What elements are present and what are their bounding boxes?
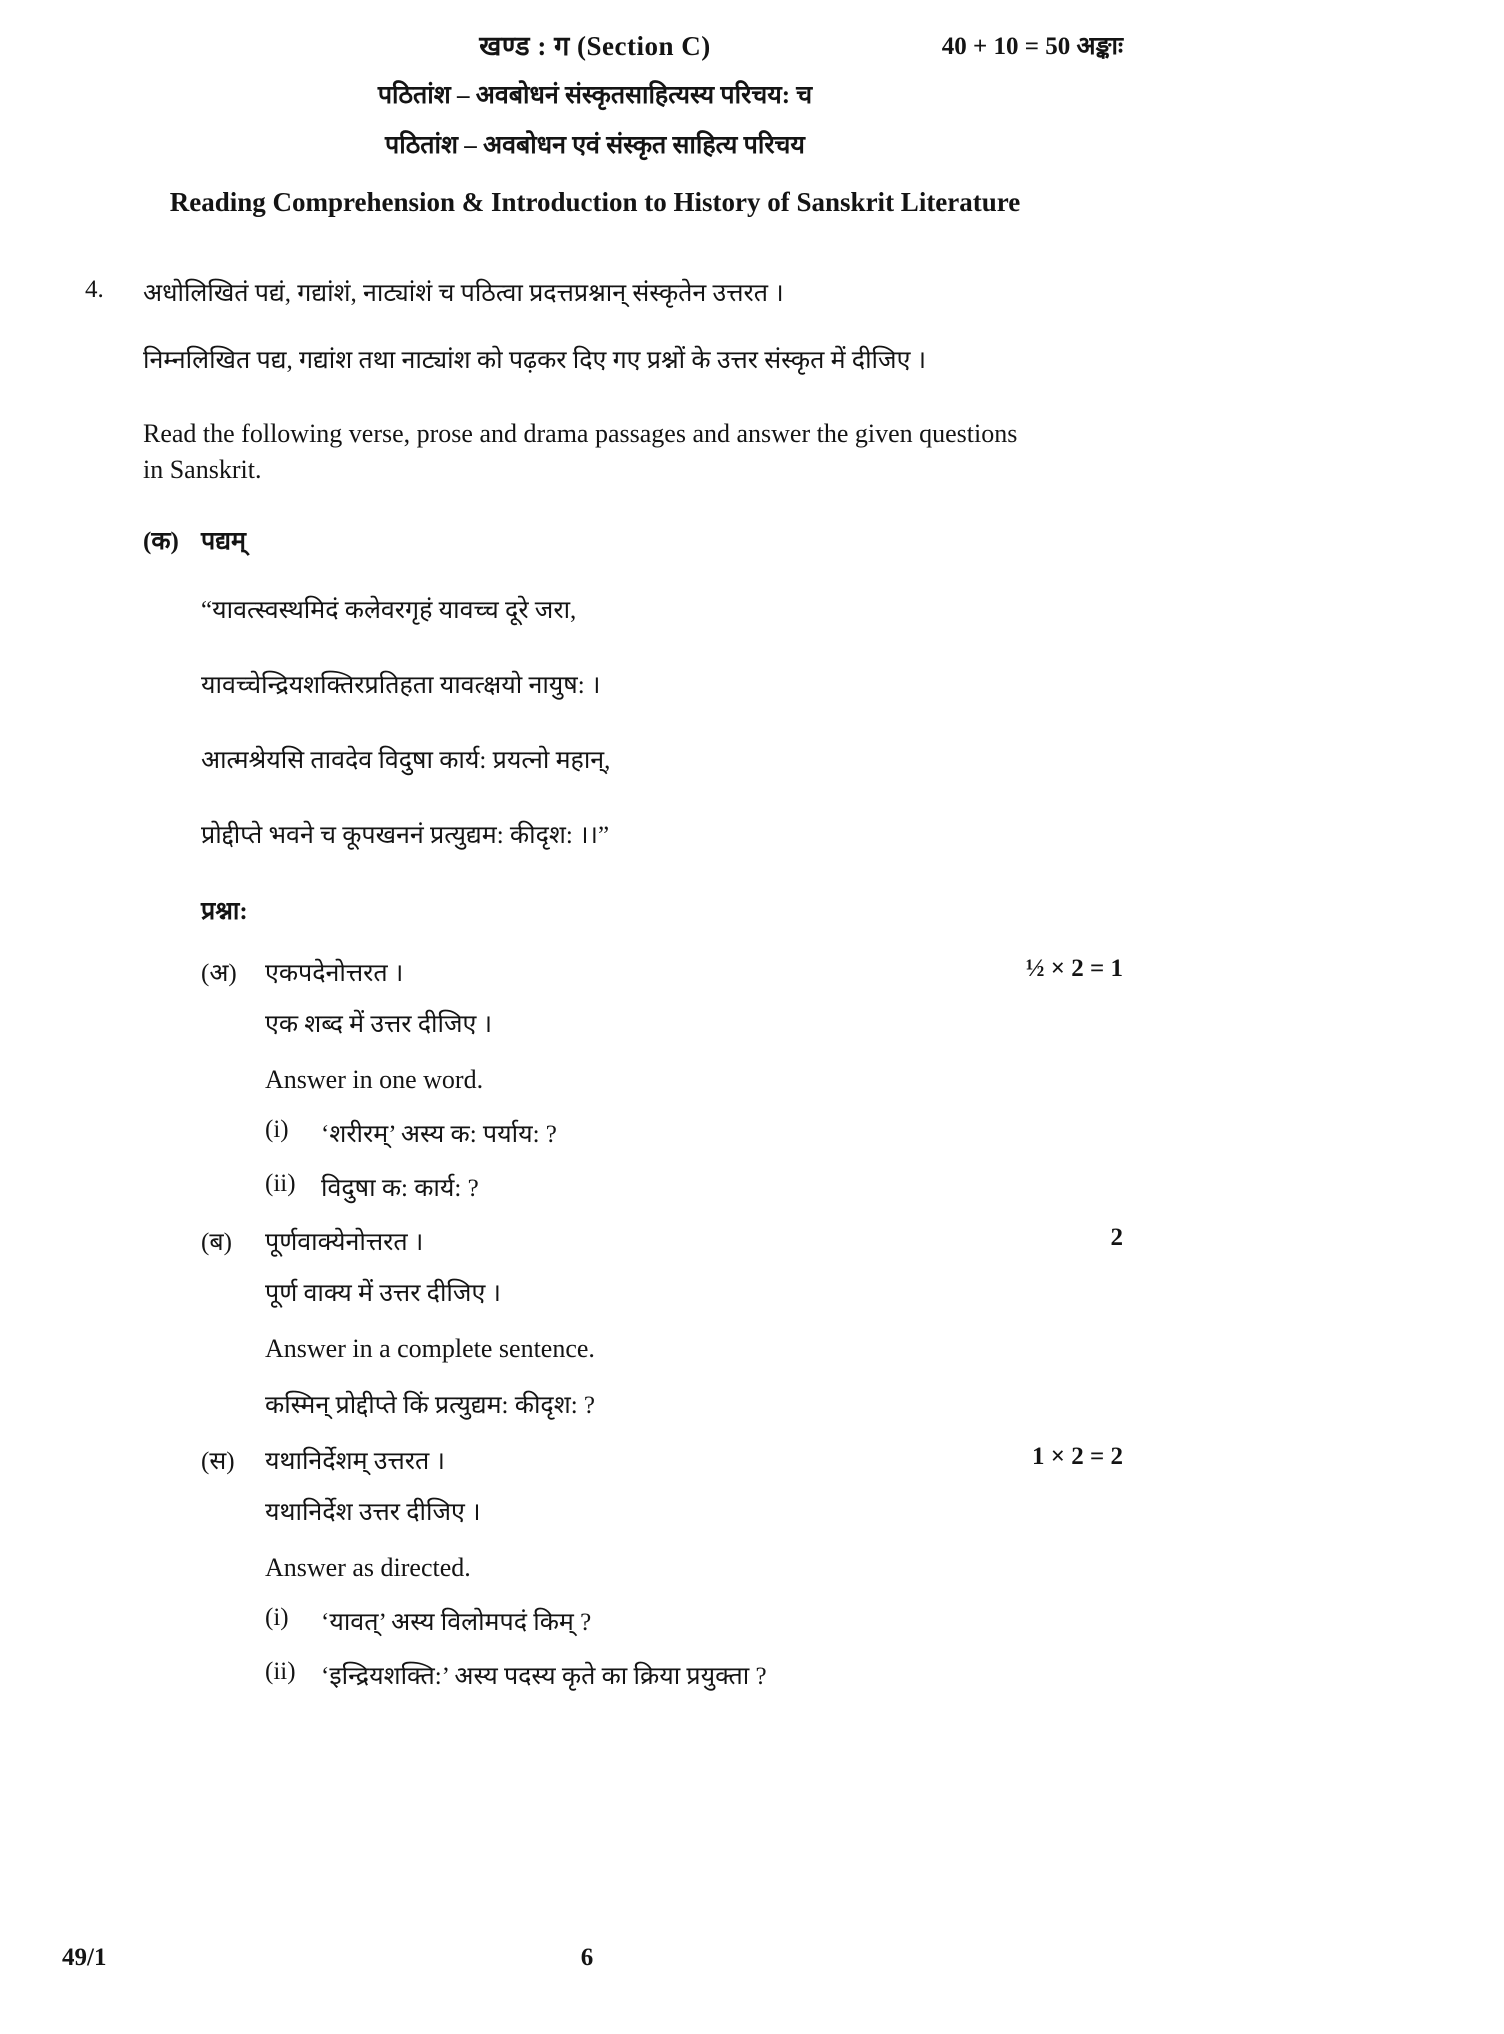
verse-line: प्रोद्दीप्ते भवने च कूपखननं प्रत्युद्यम: कीदृश: ।।” xyxy=(201,821,610,849)
questions-label: प्रश्ना: xyxy=(201,897,248,925)
title-english: Reading Comprehension & Introduction to History of Sanskrit Literature xyxy=(169,187,1021,217)
subquestion-prompt-english: Answer as directed. xyxy=(265,1552,471,1582)
subquestion-prompt-sanskrit: यथानिर्देशम् उत्तरत । xyxy=(265,1447,445,1475)
instruction-hindi: निम्नलिखित पद्य, गद्यांश तथा नाट्यांश को पढ़कर दिए गए प्रश्नों के उत्तर संस्कृत में दीजिए । xyxy=(143,347,927,374)
subquestion-marks: 2 xyxy=(1110,1224,1123,1252)
question-4 xyxy=(85,276,1123,1712)
subquestion-ba-body xyxy=(265,1276,1105,1422)
instruction-sanskrit: अधोलिखितं पद्यं, गद्यांशं, नाट्यांशं च पठित्वा प्रदत्तप्रश्नान् संस्कृतेन उत्तरत । xyxy=(143,280,784,307)
question-4-row xyxy=(85,276,1123,1712)
subtitle-sanskrit: पठितांश – अवबोधनं संस्कृतसाहित्यस्य परिचय: च xyxy=(377,82,813,109)
verse-line: यावच्चेन्द्रियशक्तिरप्रतिहता यावत्क्षयो नायुष: । xyxy=(201,671,601,699)
subquestion-sa-prompt-row xyxy=(201,1442,1123,1477)
item-text: ‘इन्द्रियशक्ति:’ अस्य पदस्य कृते का क्रिया प्रयुक्ता ? xyxy=(321,1662,767,1690)
subtitle-hindi: पठितांश – अवबोधन एवं संस्कृत साहित्य परिचय xyxy=(385,132,805,159)
subquestion-a-body xyxy=(265,1007,1105,1204)
footer-page-number: 6 xyxy=(580,1944,594,1971)
section-title: खण्ड : ग (Section C) xyxy=(479,31,711,61)
part-label: (क) xyxy=(143,527,179,555)
subquestion-item xyxy=(265,1116,1105,1150)
subquestion-prompt-hindi: यथानिर्देश उत्तर दीजिए । xyxy=(265,1498,481,1526)
item-label: (ii) xyxy=(265,1657,296,1685)
subquestion-sa-body xyxy=(265,1495,1105,1692)
subquestion-ba-prompt-row xyxy=(201,1224,1123,1258)
verse-line: “यावत्स्वस्थमिदं कलेवरगृहं यावच्च दूरे जरा, xyxy=(201,596,577,624)
subquestion-label: (ब) xyxy=(201,1229,232,1257)
subquestion-prompt-english: Answer in one word. xyxy=(265,1064,484,1094)
subquestion-ba xyxy=(201,1224,1123,1422)
item-label: (i) xyxy=(265,1116,289,1144)
instruction-english: Read the following verse, prose and drama passages and answer the given questions in Sanskrit. xyxy=(143,419,1018,485)
subquestion-prompt-sanskrit: एकपदेनोत्तरत । xyxy=(265,959,404,987)
item-text: ‘शरीरम्’ अस्य क: पर्याय: ? xyxy=(321,1121,557,1149)
subquestion-label: (अ) xyxy=(201,959,237,987)
subquestion-prompt-english: Answer in a complete sentence. xyxy=(265,1334,595,1364)
item-label: (ii) xyxy=(265,1170,296,1198)
verse-line: आत्मश्रेयसि तावदेव विदुषा कार्य: प्रयत्नो महान्, xyxy=(201,746,611,774)
footer-paper-code: 49/1 xyxy=(62,1944,107,1971)
section-marks-total: 40 + 10 = 50 अङ्काः xyxy=(941,33,1123,60)
subquestion-prompt-hindi: एक शब्द में उत्तर दीजिए । xyxy=(265,1010,493,1038)
subquestion-label: (स) xyxy=(201,1447,235,1475)
item-text: विदुषा क: कार्य: ? xyxy=(321,1175,479,1203)
subquestion-marks: 1 × 2 = 2 xyxy=(1032,1442,1123,1470)
item-label: (i) xyxy=(265,1603,289,1631)
subquestion-item xyxy=(265,1170,1105,1204)
subquestion-a xyxy=(201,954,1123,1204)
subquestion-sa xyxy=(201,1442,1123,1692)
question-body xyxy=(143,276,1123,1712)
subquestion-extra-sanskrit: कस्मिन् प्रोद्दीप्ते किं प्रत्युद्यम: कीदृश: ? xyxy=(265,1391,595,1419)
part-title: पद्यम् xyxy=(201,527,246,555)
verse-passage xyxy=(201,593,1105,853)
question-number: 4. xyxy=(85,276,104,303)
subquestion-prompt-hindi: पूर्ण वाक्य में उत्तर दीजिए । xyxy=(265,1280,502,1308)
subquestion-item xyxy=(265,1658,1105,1692)
subquestion-marks: ½ × 2 = 1 xyxy=(1025,954,1123,982)
page-content xyxy=(85,26,1123,1712)
subquestion-prompt-sanskrit: पूर्णवाक्येनोत्तरत । xyxy=(265,1229,424,1257)
subquestion-a-prompt-row xyxy=(201,954,1123,989)
subquestion-item xyxy=(265,1604,1105,1638)
section-header xyxy=(85,26,1123,63)
item-text: ‘यावत्’ अस्य विलोमपदं किम् ? xyxy=(321,1608,592,1636)
part-ka-heading xyxy=(143,523,1105,557)
